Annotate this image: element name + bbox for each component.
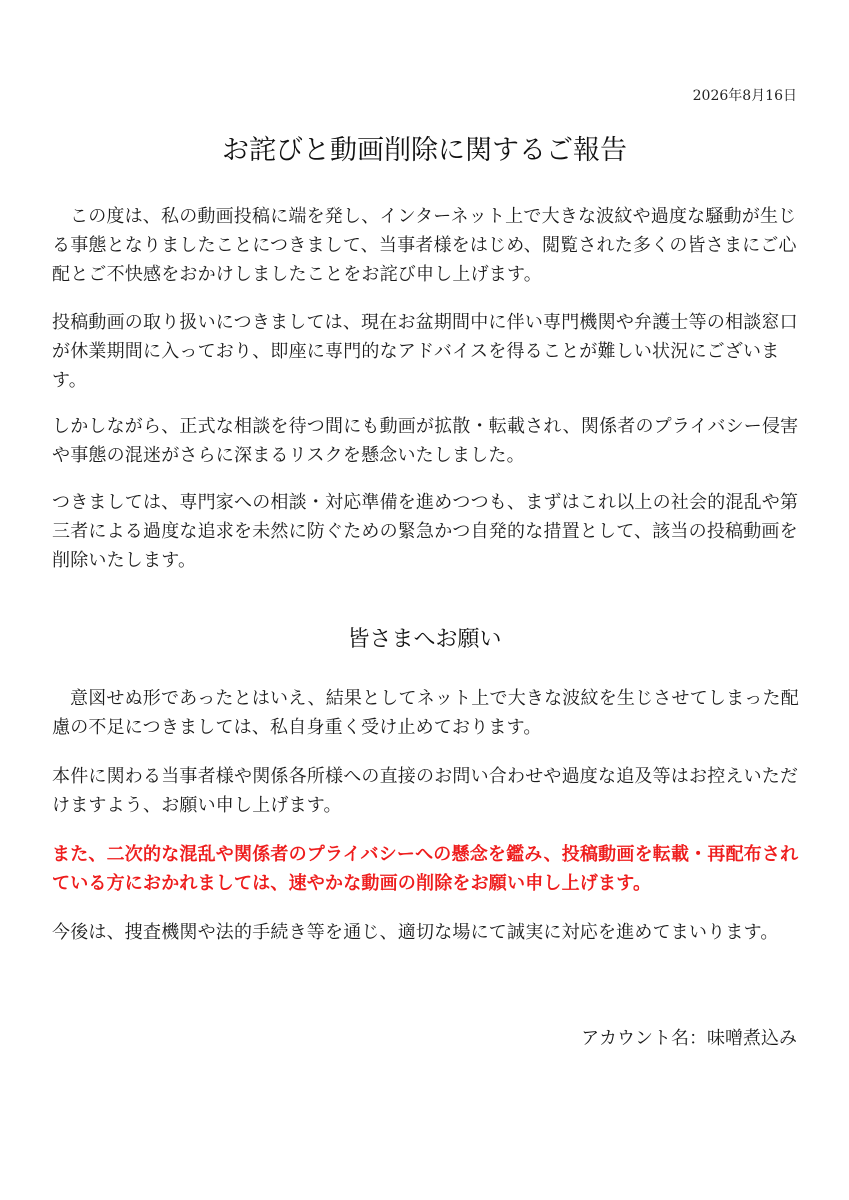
inquiry-request-paragraph: 本件に関わる当事者様や関係各所様への直接のお問い合わせや過度な追及等はお控えいただけますよう、お願い申し上げます。 (52, 766, 799, 816)
future-action-paragraph: 今後は、捜査機関や法的手続き等を通じ、適切な場にて誠実に対応を進めてまいります。 (52, 922, 779, 943)
handling-paragraph: 投稿動画の取り扱いにつきましては、現在お盆期間中に伴い専門機関や弁護士等の相談窓口が休業期間に入っており、即座に専門的なアドバイスを得ることが難しい状況にございます。 (52, 312, 798, 391)
account-signature: アカウント名：味噌煮込み (581, 1028, 797, 1049)
deletion-paragraph: つきましては、専門家への相談・対応準備を進めつつも、まずはこれ以上の社会的混乱や第三者による過度な追求を未然に防ぐための緊急かつ自発的な措置として、該当の投稿動画を削除いたします。 (52, 492, 799, 571)
document-title: お詫びと動画削除に関するご報告 (222, 135, 627, 166)
request-heading: 皆さまへお願い (347, 627, 502, 652)
document-date: 2026年8月16日 (692, 88, 797, 104)
concern-paragraph: しかしながら、正式な相談を待つ間にも動画が拡散・転載され、関係者のプライバシー侵害や事態の混迷がさらに深まるリスクを懸念いたしました。 (52, 416, 799, 466)
removal-request-paragraph: また、二次的な混乱や関係者のプライバシーへの懸念を鑑み、投稿動画を転載・再配布されている方におかれましては、速やかな動画の削除をお願い申し上げます。 (52, 844, 799, 894)
apology-paragraph: この度は、私の動画投稿に端を発し、インターネット上で大きな波紋や過度な騒動が生じる事態となりましたことにつきまして、当事者様をはじめ、閲覧された多くの皆さまにご心配とご不快感をおかけしましたことをお詫び申し上げます。 (52, 206, 797, 285)
reflection-paragraph: 意図せぬ形であったとはいえ、結果としてネット上で大きな波紋を生じさせてしまった配慮の不足につきましては、私自身重く受け止めております。 (52, 688, 799, 738)
